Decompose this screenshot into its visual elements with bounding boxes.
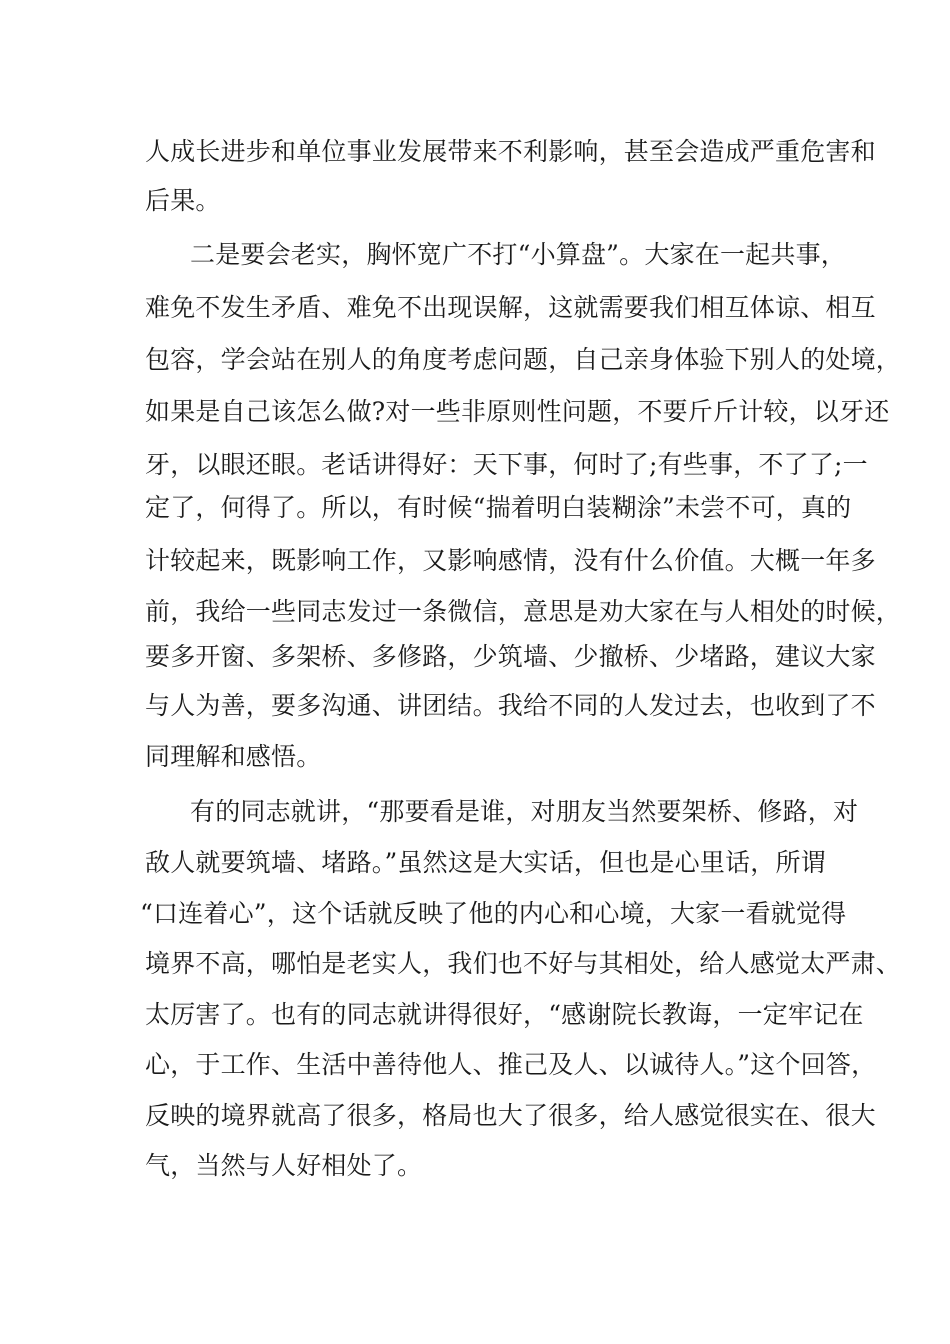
text-line: 包容，学会站在别人的角度考虑问题，自己亲身体验下别人的处境，: [145, 345, 902, 374]
text-line: 如果是自己该怎么做?对一些非原则性问题，不要斤斤计较，以牙还: [145, 397, 890, 426]
text-line: 太厉害了。也有的同志就讲得很好，“感谢院长教诲，一定牢记在: [145, 1000, 864, 1029]
text-line: 要多开窗、多架桥、多修路，少筑墙、少撤桥、少堵路，建议大家: [145, 642, 876, 671]
text-line: 境界不高，哪怕是老实人，我们也不好与其相处，给人感觉太严肃、: [145, 949, 902, 978]
text-line: 反映的境界就高了很多，格局也大了很多，给人感觉很实在、很大: [145, 1101, 876, 1130]
text-line: 与人为善，要多沟通、讲团结。我给不同的人发过去，也收到了不: [145, 691, 876, 720]
text-line: 牙，以眼还眼。老话讲得好：天下事，何时了;有些事，不了了;一: [145, 450, 868, 479]
text-line: 敌人就要筑墙、堵路。”虽然这是大实话，但也是心里话，所谓: [145, 848, 826, 877]
text-line: 定了，何得了。所以，有时候“揣着明白装糊涂”未尝不可，真的: [145, 493, 852, 522]
paragraph-first-line: 有的同志就讲，“那要看是谁，对朋友当然要架桥、修路，对: [190, 797, 859, 826]
text-line: 气，当然与人好相处了。: [145, 1151, 423, 1180]
paragraph-first-line: 二是要会老实，胸怀宽广不打“小算盘”。大家在一起共事，: [190, 240, 846, 269]
text-line: 后果。: [145, 186, 221, 215]
text-line: 心，于工作、生活中善待他人、推己及人、以诚待人。”这个回答，: [145, 1050, 877, 1079]
text-line: 前，我给一些同志发过一条微信，意思是劝大家在与人相处的时候，: [145, 597, 902, 626]
text-line: 人成长进步和单位事业发展带来不利影响，甚至会造成严重危害和: [145, 137, 876, 166]
text-line: 难免不发生矛盾、难免不出现误解，这就需要我们相互体谅、相互: [145, 293, 876, 322]
text-line: 同理解和感悟。: [145, 742, 322, 771]
text-line: 计较起来，既影响工作，又影响感情，没有什么价值。大概一年多: [145, 546, 876, 575]
text-line: “口连着心”，这个话就反映了他的内心和心境，大家一看就觉得: [140, 899, 847, 928]
